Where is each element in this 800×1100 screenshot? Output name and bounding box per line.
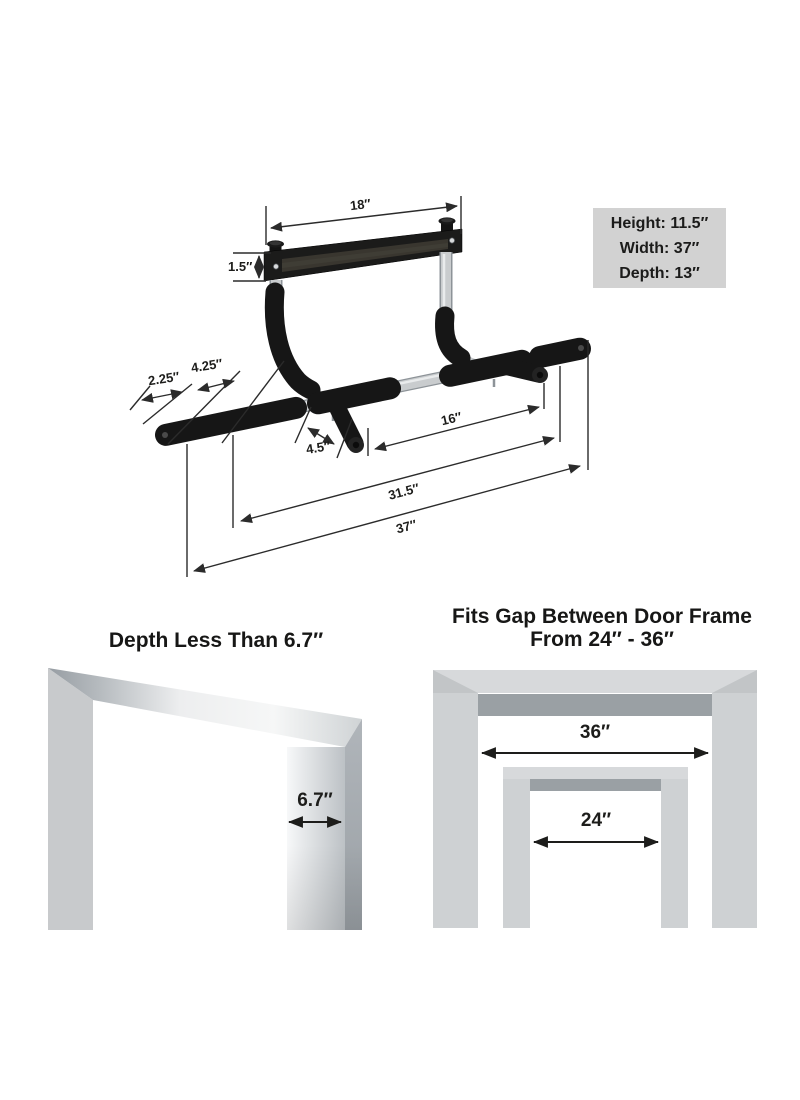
right-post-shadow [287,845,362,930]
width-label-36: 36″ [579,722,611,743]
dim-label-2-25: 2.25″ [147,368,181,389]
dim-arrow-2-25 [142,392,182,400]
dim-arrow-31-5 [241,438,554,521]
screw-right [449,238,454,243]
dim-label-4-5: 4.5″ [304,438,332,457]
width-label-24: 24″ [580,810,612,831]
outer-door-frame [433,670,757,928]
left-door-post [48,668,93,930]
dim-label-1-5: 1.5″ [228,259,253,274]
pullup-bar-art [130,196,588,577]
spec-width: Width: 37″ [619,239,700,257]
foam-arm-right [445,316,461,358]
handle-right [496,364,538,374]
dim-label-4-25: 4.25″ [190,355,224,376]
depth-panel-title: Depth Less Than 6.7″ [108,629,324,652]
spec-box [593,208,726,288]
dim-arrow-4-25 [198,381,234,390]
door-header-beam [48,668,362,747]
mounted-bar-outer [478,694,712,716]
foam-grip-far-right [540,349,580,357]
spec-height: Height: 11.5″ [610,214,709,232]
gap-panel-title-line2: From 24″ - 36″ [530,628,674,651]
dim-label-18: 18″ [349,195,372,214]
foam-arm-left [274,292,311,390]
top-wall-bar [264,229,462,281]
inner-door-frame [503,767,688,928]
spec-depth: Depth: 13″ [619,264,700,282]
door-frames-nested [433,670,757,928]
screw-left [273,264,278,269]
mounted-bar-inner [530,779,661,791]
dim-label-16: 16″ [439,408,464,429]
dim-label-31-5: 31.5″ [386,480,421,503]
dim-label-37: 37″ [394,516,419,537]
depth-label-6-7: 6.7″ [297,790,333,811]
gap-panel-title-line1: Fits Gap Between Door Frame [452,605,752,628]
gap-panel-title [424,605,780,651]
